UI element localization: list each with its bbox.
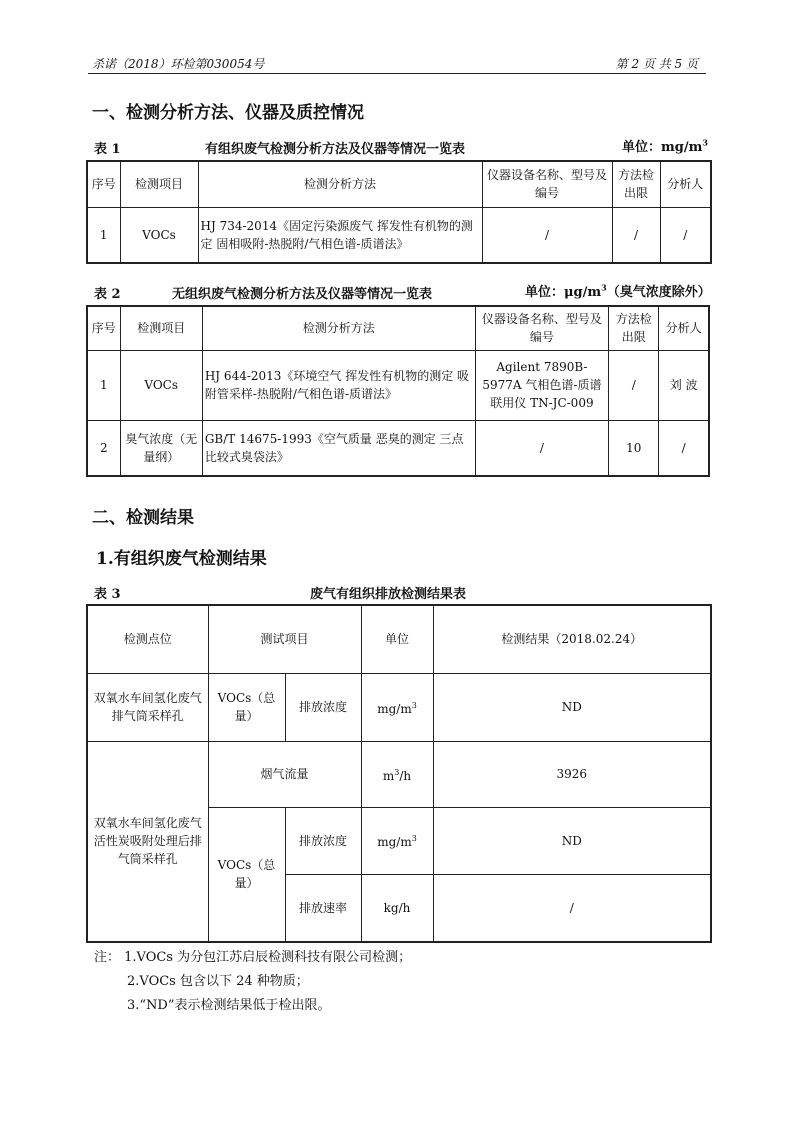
section-1-title: 一、检测分析方法、仪器及质控情况 [92, 103, 364, 123]
table-cell: VOCs [120, 350, 202, 420]
unit-cell: $mg/m^3$ [361, 673, 433, 741]
note-3: 3.“ND”表示检测结果低于检出限。 [127, 998, 331, 1013]
table-cell: 刘 波 [659, 350, 709, 420]
result-cell: / [433, 874, 711, 942]
sampling-point: 双氧水车间氢化废气排气筒采样孔 [87, 673, 208, 741]
table-3 [86, 604, 712, 943]
table-2-unit: 单位：$\mu g/m^3$（臭气浓度除外） [525, 282, 711, 300]
table-2-header-row [87, 306, 709, 350]
table-cell: 2 [87, 420, 120, 476]
table-1-unit: 单位：$mg/m^3$ [622, 137, 708, 155]
header-cell: 检测分析方法 [202, 306, 475, 350]
unit-cell: $m^3/h$ [361, 741, 433, 807]
test-metric: 排放速率 [285, 874, 361, 942]
table-2-label: 表 2 [94, 287, 121, 302]
unit-cell: kg/h [361, 874, 433, 942]
section-2-subtitle: 1.有组织废气检测结果 [96, 549, 267, 569]
table-1 [86, 160, 712, 264]
note-1: 注： 1.VOCs 为分包江苏启辰检测科技有限公司检测； [94, 950, 412, 965]
table-3-header-row [87, 605, 711, 673]
table-3-label: 表 3 [94, 587, 121, 602]
table-1-title: 有组织废气检测分析方法及仪器等情况一览表 [205, 142, 466, 157]
table-row [87, 741, 711, 807]
header-rule [88, 73, 706, 74]
test-metric: 排放浓度 [285, 673, 361, 741]
header-cell: 检测分析方法 [198, 161, 482, 207]
header-cell: 检测点位 [87, 605, 208, 673]
header-cell: 检测结果（2018.02.24） [433, 605, 711, 673]
test-item: VOCs（总量） [208, 807, 285, 942]
table-row [87, 673, 711, 741]
table-cell: GB/T 14675-1993《空气质量 恶臭的测定 三点比较式臭袋法》 [202, 420, 475, 476]
note-2: 2.VOCs 包含以下 24 种物质； [127, 974, 309, 989]
table-cell: HJ 644-2013《环境空气 挥发性有机物的测定 吸附管采样-热脱附/气相色谱-质谱法》 [202, 350, 475, 420]
header-cell: 方法检出限 [609, 306, 659, 350]
table-cell: / [482, 207, 612, 263]
table-cell: VOCs [120, 207, 198, 263]
table-1-header-row [87, 161, 711, 207]
table-3-title: 废气有组织排放检测结果表 [310, 587, 467, 602]
table-cell: Agilent 7890B-5977A 气相色谱-质谱联用仪 TN-JC-009 [475, 350, 608, 420]
table-cell: HJ 734-2014《固定污染源废气 挥发性有机物的测定 固相吸附-热脱附/气相色谱-质谱法》 [198, 207, 482, 263]
header-cell: 检测项目 [120, 306, 202, 350]
table-2-title: 无组织废气检测分析方法及仪器等情况一览表 [172, 287, 433, 302]
header-cell: 检测项目 [120, 161, 198, 207]
table-row [87, 420, 709, 476]
table-cell: / [609, 350, 659, 420]
sampling-point: 双氧水车间氢化废气活性炭吸附处理后排气筒采样孔 [87, 741, 208, 942]
header-cell: 仪器设备名称、型号及编号 [482, 161, 612, 207]
table-cell: 10 [609, 420, 659, 476]
header-cell: 方法检出限 [612, 161, 660, 207]
table-cell: 1 [87, 350, 120, 420]
header-cell: 分析人 [659, 306, 709, 350]
result-cell: 3926 [433, 741, 711, 807]
result-cell: ND [433, 807, 711, 874]
table-row [87, 350, 709, 420]
section-2-title: 二、检测结果 [92, 508, 194, 528]
header-cell: 序号 [87, 306, 120, 350]
table-cell: / [659, 420, 709, 476]
table-2 [86, 305, 710, 477]
test-metric: 排放浓度 [285, 807, 361, 874]
table-1-label: 表 1 [94, 142, 121, 157]
table-cell: / [475, 420, 608, 476]
table-cell: 臭气浓度（无量纲） [120, 420, 202, 476]
test-item: VOCs（总量） [208, 673, 285, 741]
page-number: 第 2 页 共 5 页 [615, 57, 698, 71]
header-cell: 序号 [87, 161, 120, 207]
test-item: 烟气流量 [208, 741, 361, 807]
header-cell: 单位 [361, 605, 433, 673]
unit-cell: $mg/m^3$ [361, 807, 433, 874]
header-cell: 测试项目 [208, 605, 361, 673]
header-cell: 分析人 [660, 161, 711, 207]
report-number: 杀诺（2018）环检第030054号 [92, 57, 265, 71]
header-cell: 仪器设备名称、型号及编号 [475, 306, 608, 350]
table-cell: 1 [87, 207, 120, 263]
table-cell: / [612, 207, 660, 263]
result-cell: ND [433, 673, 711, 741]
table-cell: / [660, 207, 711, 263]
table-row [87, 207, 711, 263]
